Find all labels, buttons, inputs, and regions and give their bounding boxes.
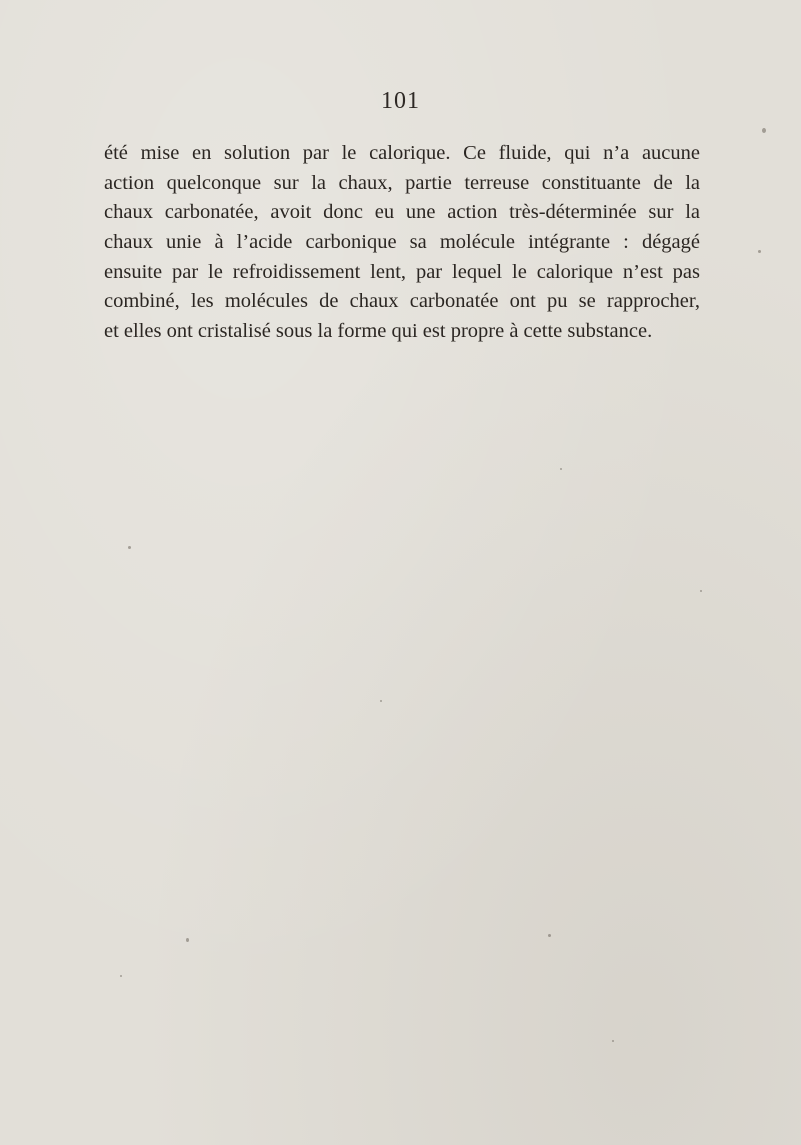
- text-line: chaux unie à l’acide carbonique sa molécule intégrante : dégagé: [104, 231, 700, 254]
- paper-speck: [762, 128, 766, 133]
- paper-speck: [380, 700, 382, 702]
- text-line: chaux carbonatée, avoit donc eu une action très-déterminée sur la: [104, 201, 700, 224]
- paper-speck: [560, 468, 562, 470]
- text-line: et elles ont cristalisé sous la forme qui est propre à cette substance.: [104, 320, 653, 343]
- text-line: action quelconque sur la chaux, partie terreuse constituante de la: [104, 171, 700, 194]
- paper-speck: [120, 975, 122, 977]
- paper-speck: [612, 1040, 614, 1042]
- text-line: ensuite par le refroidissement lent, par lequel le calorique n’est pas: [104, 260, 700, 283]
- paper-speck: [548, 934, 551, 937]
- paper-speck: [700, 590, 702, 592]
- page-number: 101: [381, 88, 420, 114]
- text-line: été mise en solution par le calorique. Ce fluide, qui n’a aucune: [104, 142, 700, 164]
- paragraph: [104, 139, 700, 347]
- paper-speck: [128, 546, 131, 549]
- paper-speck: [186, 938, 189, 942]
- paper-speck: [758, 250, 761, 253]
- text-line: combiné, les molécules de chaux carbonatée ont pu se rapprocher,: [104, 290, 700, 313]
